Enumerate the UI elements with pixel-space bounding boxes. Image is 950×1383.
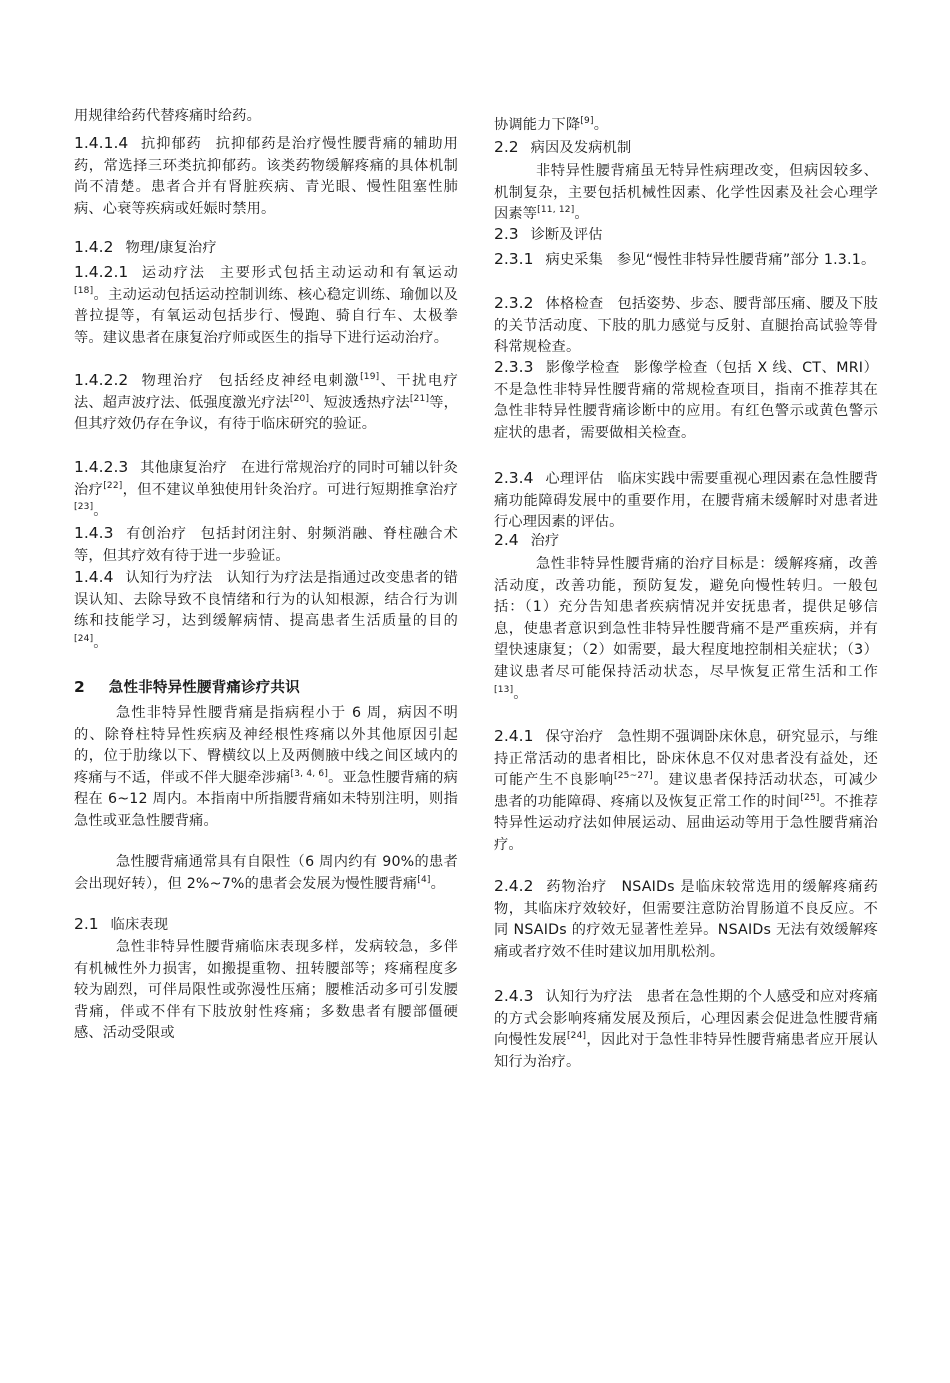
paragraph-etiology: 非特异性腰背痛虽无特异性病理改变，但病因较多、机制复杂，主要包括机械性因素、化学性因素及社会心理学因素等[11, 12]。: [494, 163, 878, 223]
section-title: 病史采集: [545, 252, 604, 268]
section-title: 临床表现: [110, 917, 169, 933]
section-number: 2.4.3: [494, 987, 534, 1005]
citation: [24]: [566, 1031, 587, 1042]
section-1-4-4: 1.4.4 认知行为疗法 认知行为疗法是指通过改变患者的错误认知、去除导致不良情绪和行为的认知根源，结合行为训练和技能学习，达到缓解病情、提高患者生活质量的目的[24]。: [74, 568, 458, 651]
citation: [20]: [289, 393, 310, 404]
section-2-4-2: 2.4.2 药物治疗 NSAIDs 是临床较常选用的缓解疼痛药物，其临床疗效较好，但需要注意防治胃肠道不良反应。不同 NSAIDs 的疗效无显著性差异。NSAIDs 无法有效缓解疼痛或者疗效不佳时建议加用肌松剂。: [494, 877, 878, 960]
section-number: 1.4.2: [74, 238, 114, 256]
section-2-3-1: 2.3.1 病史采集 参见“慢性非特异性腰背痛”部分 1.3.1。: [494, 250, 876, 268]
section-number: 2.3.4: [494, 469, 534, 487]
citation: [19]: [360, 372, 380, 382]
section-1-4-3: 1.4.3 有创治疗 包括封闭注射、射频消融、脊柱融合术等，但其疗效有待于进一步验证。: [74, 524, 458, 564]
section-number: 2.2: [494, 138, 519, 156]
section-number: 2.4.2: [494, 877, 534, 895]
section-number: 2.3.3: [494, 358, 534, 376]
citation: [24]: [74, 633, 94, 644]
section-2-3-2: 2.3.2 体格检查 包括姿势、步态、腰背部压痛、腰及下肢的关节活动度、下肢的肌力感觉与反射、直腿抬高试验等骨科常规检查。: [494, 294, 878, 356]
section-1-4-2-1: 1.4.2.1 运动疗法 主要形式包括主动运动和有氧运动[18]。主动运动包括运动控制训练、核心稳定训练、瑜伽以及普拉提等，有氧运动包括步行、慢跑、骑自行车、太极拳等。建议患者在康复治疗师或医生的指导下进行运动治疗。: [74, 263, 458, 346]
section-number: 2.4: [494, 531, 519, 549]
citation: [22]: [103, 480, 123, 491]
section-text: 抗抑郁药是治疗慢性腰背痛的辅助用药，常选择三环类抗抑郁药。该类药物缓解疼痛的具体机制尚不清楚。患者合并有肾脏疾病、青光眼、慢性阻塞性肺病、心衰等疾病或妊娠时禁用。: [74, 136, 458, 217]
section-title: 认知行为疗法: [125, 570, 213, 586]
section-title: 治疗: [530, 533, 560, 549]
citation: [23]: [74, 502, 94, 513]
section-2-4-3: 2.4.3 认知行为疗法 患者在急性期的个人感受和应对疼痛的方式会影响疼痛发展及预后，心理因素会促进急性腰背痛向慢性发展[24]，因此对于急性非特异性腰背痛患者应开展认知行为治疗。: [494, 987, 878, 1070]
section-1-4-2-3: 1.4.2.3 其他康复治疗 在进行常规治疗的同时可辅以针灸治疗[22]，但不建议单独使用针灸治疗。可进行短期推拿治疗[23]。: [74, 458, 458, 520]
paragraph-continuation: 用规律给药代替疼痛时给药。: [74, 108, 262, 124]
section-number: 1.4.2.3: [74, 458, 129, 476]
section-number: 1.4.3: [74, 524, 114, 542]
section-title: 其他康复治疗: [140, 460, 228, 476]
section-number: 1.4.2.1: [74, 263, 129, 281]
section-2-3-3: 2.3.3 影像学检查 影像学检查（包括 X 线、CT、MRI）不是急性非特异性腰背痛的常规检查项目，指南不推荐其在急性非特异性腰背痛诊断中的应用。有红色警示或黄色警示症状的患者，需要做相关检查。: [494, 358, 878, 441]
section-2-4-1: 2.4.1 保守治疗 急性期不强调卧床休息，研究显示，与维持正常活动的患者相比，卧床休息不仅对患者没有益处，还可能产生不良影响[25~27]。建议患者保持活动状态，可减少患者的功能障碍、疼痛以及恢复正常工作的时间[25]。不推荐特异性运动疗法如伸展运动、屈曲运动等用于急性腰背痛治疗。: [494, 727, 878, 853]
citation: [11, 12]: [537, 205, 575, 216]
section-2-heading: [74, 677, 458, 700]
section-1-4-1-4: [74, 133, 458, 220]
section-title: 药物治疗: [545, 879, 608, 895]
section-2-4: [494, 530, 878, 553]
section-number: 1.4.4: [74, 568, 114, 586]
citation: [18]: [74, 285, 94, 296]
section-title: 物理治疗: [140, 373, 205, 389]
section-title: 体格检查: [545, 296, 604, 312]
section-number: 2.4.1: [494, 727, 534, 745]
section-title: 心理评估: [545, 471, 604, 487]
section-title: 急性非特异性腰背痛诊疗共识: [108, 680, 300, 696]
section-2-2: [494, 137, 878, 160]
section-title: 诊断及评估: [530, 227, 603, 243]
citation: [21]: [409, 393, 430, 404]
section-number: 2.3.1: [494, 250, 534, 268]
citation: [9]: [580, 116, 594, 126]
section-2-3-4: 2.3.4 心理评估 临床实践中需要重视心理因素在急性腰背痛功能障碍发展中的重要作用，在腰背痛未缓解时对患者进行心理因素的评估。: [494, 469, 878, 531]
citation: [25]: [800, 792, 820, 803]
section-title: 病因及发病机制: [530, 140, 632, 156]
section-1-4-2-2: 1.4.2.2 物理治疗 包括经皮神经电刺激[19]、干扰电疗法、超声波疗法、低强度激光疗法[20]、短波透热疗法[21]等，但其疗效仍存在争议，有待于临床研究的验证。: [74, 371, 458, 433]
section-title: 影像学检查: [545, 360, 620, 376]
section-number: 2: [74, 678, 85, 696]
section-1-4-2: [74, 237, 458, 260]
citation: [3, 4, 6]: [290, 768, 329, 779]
section-title: 物理/康复治疗: [125, 240, 217, 256]
section-number: 2.3: [494, 225, 519, 243]
section-title: 抗抑郁药: [140, 136, 202, 152]
section-title: 运动疗法: [140, 265, 206, 281]
section-2-1: [74, 914, 458, 937]
paragraph-continuation: 协调能力下降[9]。: [494, 116, 609, 133]
section-2-3: [494, 224, 878, 247]
paragraph-prognosis: 急性腰背痛通常具有自限性（6 周内约有 90%的患者会出现好转），但 2%~7%的患者会发展为慢性腰背痛[4]。: [74, 854, 458, 892]
section-title: 保守治疗: [545, 729, 604, 745]
section-number: 2.1: [74, 915, 99, 933]
citation: [13]: [494, 684, 514, 695]
citation: [4]: [417, 874, 431, 885]
paragraph-clinical: 急性非特异性腰背痛临床表现多样，发病较急，多伴有机械性外力损害，如搬提重物、扭转腰部等；疼痛程度多较为剧烈，可伴局限性或弥漫性压痛；腰椎活动多可引发腰背痛，伴或不伴有下肢放射性疼痛；多数患者有腰部僵硬感、活动受限或: [74, 939, 458, 1042]
paragraph-treatment-goals: 急性非特异性腰背痛的治疗目标是：缓解疼痛，改善活动度，改善功能，预防复发，避免向慢性转归。一般包括：（1）充分告知患者疾病情况并安抚患者，提供足够信息，使患者意识到急性非特异性腰背痛不是严重疾病，并有望快速康复；（2）如需要，最大程度地控制相关症状；（3）建议患者尽可能保持活动状态，尽早恢复正常生活和工作[13]。: [494, 556, 878, 702]
section-number: 1.4.1.4: [74, 134, 129, 152]
paragraph-definition: 急性非特异性腰背痛是指病程小于 6 周，病因不明的、除脊柱特异性疾病及神经根性疼痛以外其他原因引起的，位于肋缘以下、臀横纹以上及两侧腋中线之间区域内的疼痛与不适，伴或不伴大腿牵涉痛[3, 4, 6]。亚急性腰背痛的病程在 6~12 周内。本指南中所指腰背痛如未特别注明，则指急性或亚急性腰背痛。: [74, 705, 458, 829]
section-title: 认知行为疗法: [545, 989, 633, 1005]
section-number: 2.3.2: [494, 294, 534, 312]
section-number: 1.4.2.2: [74, 371, 129, 389]
citation: [25~27]: [614, 771, 653, 782]
section-title: 有创治疗: [125, 526, 187, 542]
